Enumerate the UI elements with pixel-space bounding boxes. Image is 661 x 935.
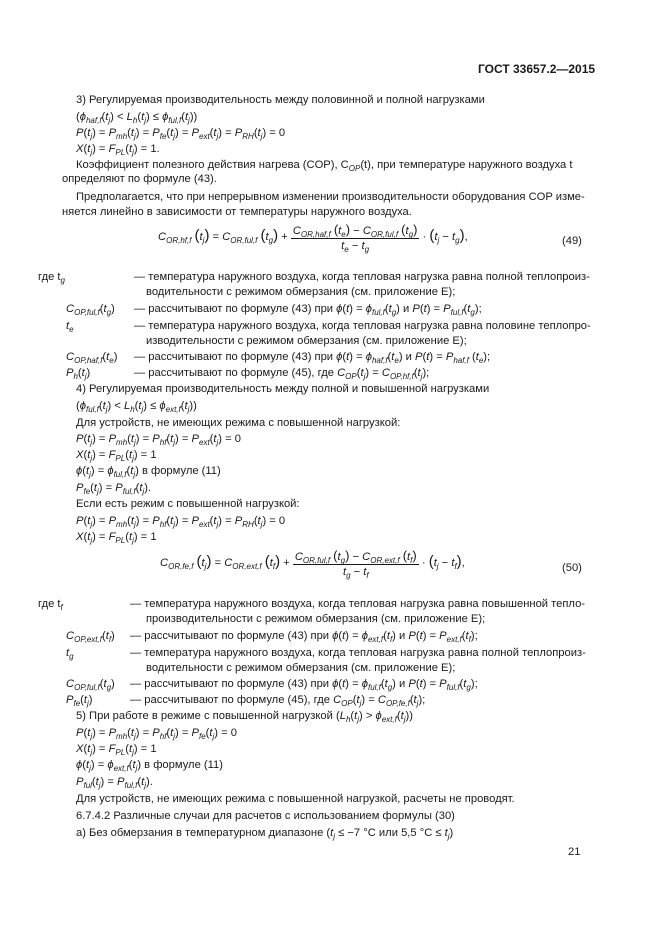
equation-x-4b: $X(t_j) = F_{PL}(t_j) = 1$ — [76, 531, 157, 545]
equation-50-number: (50) — [562, 562, 582, 574]
def-ph-symbol: $P_h(t_j)$ — [66, 367, 91, 381]
def-ph-text: — рассчитывают по формуле (45), где $C_{OP}(t_j) = C_{OP,hf,f}(t_j)$; — [134, 367, 430, 381]
assume-line1: Предполагается, что при непрерывном изменении производительности оборудования COP изме- — [76, 191, 585, 203]
def-cop-half-text: — рассчитывают по формуле (43) при $\phi(t) = \phi_{haf,f}(t_e)$ и $P(t) = P_{haf,f}$ $(t_e)$; — [134, 351, 491, 365]
def50-cop-full-symbol: $C_{OP,ful,f}(t_g)$ — [66, 678, 115, 692]
def50-tg-line2: водительности с режимом обмерзания (см. приложение Е); — [146, 662, 456, 674]
def50-tf-line1: — температура наружного воздуха, когда тепловая нагрузка равна повышенной тепло- — [130, 598, 586, 610]
no-ext-text: Для устройств, не имеющих режима с повышенной нагрузкой: — [76, 417, 401, 429]
cop-text-line2: определяют по формуле (43). — [62, 173, 217, 185]
equation-p-5: $P(t_j) = P_{mh}(t_j) = P_{hf}(t_j) = P_{fe}(t_j) = 0$ — [76, 727, 237, 741]
def50-tg-line1: — температура наружного воздуха, когда тепловая нагрузка равна полной теплопроиз- — [130, 647, 586, 659]
def50-pfe-symbol: $P_{fe}(t_j)$ — [66, 694, 93, 708]
equation-p-4b: $P(t_j) = P_{mh}(t_j) = P_{hf}(t_j) = P_{ext}(t_j) = P_{RH}(t_j) = 0$ — [76, 515, 286, 529]
equation-p-4a: $P(t_j) = P_{mh}(t_j) = P_{hf}(t_j) = P_{ext}(t_j) = 0$ — [76, 433, 241, 447]
def50-tg-symbol: $t_g$ — [66, 647, 74, 661]
def50-cop-ext-symbol: $C_{OP,ext,f}(t_f)$ — [66, 630, 115, 644]
assume-line2: няется линейно в зависимости от температуры наружного воздуха. — [62, 206, 412, 218]
equation-x-4a: $X(t_j) = F_{PL}(t_j) = 1$ — [76, 449, 157, 463]
equation-50: $C_{OR,fe,f}$ $(t_j) = C_{OR,ext,f}$ $(t_f)$ + $\frac{C_{OR,ful,f} (t_g) - C_{OR,ext,f} (t_f)}{t_g - t_f}$ · $(t_j - t_f)$, — [160, 548, 465, 580]
def-cop-half-symbol: $C_{OP,haf,f}(t_e)$ — [66, 351, 118, 365]
cop-text: Коэффициент полезного действия нагрева (COP), $C_{OP}(t)$, при температуре наружного воздуха t — [76, 159, 573, 173]
def-tg-line1: — температура наружного воздуха, когда тепловая нагрузка равна полной теплопроиз- — [134, 271, 590, 283]
section-6742-title: 6.7.4.2 Различные случаи для расчетов с использованием формулы (30) — [76, 810, 455, 822]
section-4-title: 4) Регулируемая производительность между полной и повышенной нагрузками — [76, 383, 490, 395]
equation-p-3: $P(t_j) = P_{mh}(t_j) = P_{fe}(t_j) = P_{ext}(t_j) = P_{RH}(t_j) = 0$ — [76, 127, 286, 141]
section-5-title: 5) При работе в режиме с повышенной нагрузкой $(L_h(t_j) > \phi_{ext,f}(t_j))$ — [76, 710, 413, 724]
equation-phi-4a: $\phi(t_j) = \phi_{ful,f}(t_j)$ в формуле (11) — [76, 465, 221, 479]
def-te-line1: — температура наружного воздуха, когда тепловая нагрузка равна половине теплопро- — [134, 320, 591, 332]
equation-49: $C_{OR,hf,f}$ $(t_j) = C_{OR,ful,f}$ $(t_g)$ + $\frac{C_{OR,haf,f} (t_e) - C_{OR,ful,f} (t_g)}{t_e - t_g}$ · $(t_j - t_g)$, — [158, 222, 468, 254]
def-te-line2: изводительности с режимом обмерзания (см. приложение Е); — [146, 335, 467, 347]
def-cop-full-symbol: $C_{OP,ful,f}(t_g)$ — [66, 303, 115, 317]
equation-49-number: (49) — [562, 235, 582, 247]
equation-x-5: $X(t_j) = F_{PL}(t_j) = 1$ — [76, 743, 157, 757]
no-calc-text: Для устройств, не имеющих режима с повышенной нагрузкой, расчеты не проводят. — [76, 793, 515, 805]
document-header: ГОСТ 33657.2—2015 — [478, 62, 596, 76]
section-3-title: 3) Регулируемая производительность между половинной и полной нагрузками — [76, 94, 485, 106]
def-tg-line2: водительности с режимом обмерзания (см. приложение Е); — [146, 286, 456, 298]
equation-pfe-4a: $P_{fe}(t_j) = P_{ful,f}(t_j)$. — [76, 482, 152, 496]
def50-cop-full-text: — рассчитывают по формуле (43) при $\phi(t) = \phi_{ful,f}(t_g)$ и $P(t) = P_{ful,f}(t_g)$; — [130, 678, 478, 692]
def-cop-full-text: — рассчитывают по формуле (43) при $\phi(t) = \phi_{ful,f}(t_g)$ и $P(t) = P_{ful,f}(t_g)$; — [134, 303, 482, 317]
equation-phi-5: $\phi(t_j) = \phi_{ext,f}(t_j)$ в формуле (11) — [76, 759, 223, 773]
page-number: 21 — [568, 846, 581, 858]
def50-cop-ext-text: — рассчитывают по формуле (43) при $\phi(t) = \phi_{ext,f}(t_f)$ и $P(t) = P_{ext,f}(t_f)$; — [130, 630, 478, 644]
def50-pfe-text: — рассчитывают по формуле (45), где $C_{OP}(t_j) = C_{OP,fe,f}(t_j)$; — [130, 694, 426, 708]
def50-tf-line2: производительности с режимом обмерзания (см. приложение Е); — [146, 613, 486, 625]
condition-range-4: $(\phi_{ful,f}(t_j) < L_h(t_j) \le \phi_{ext,f}(t_j))$ — [76, 400, 197, 414]
def-te-symbol: $t_e$ — [66, 320, 74, 334]
case-a-text: а) Без обмерзания в температурном диапазоне ($t_j \le -7$ °С или 5,5 $^\circ С \le t_j$) — [76, 827, 454, 841]
equation-x-3: $X(t_j) = F_{PL}(t_j) = 1$. — [76, 143, 160, 157]
with-ext-text: Если есть режим с повышенной нагрузкой: — [76, 498, 300, 510]
def-where-tg: где $t_g$ — [38, 271, 65, 285]
condition-range-3: $(\phi_{haf,f}(t_j) < L_h(t_j) \le \phi_{ful,f}(t_j))$ — [76, 111, 198, 125]
def50-where-tf: где $t_f$ — [38, 598, 63, 612]
equation-pful-5: $P_{ful}(t_j) = P_{ful,f}(t_j)$. — [76, 776, 153, 790]
